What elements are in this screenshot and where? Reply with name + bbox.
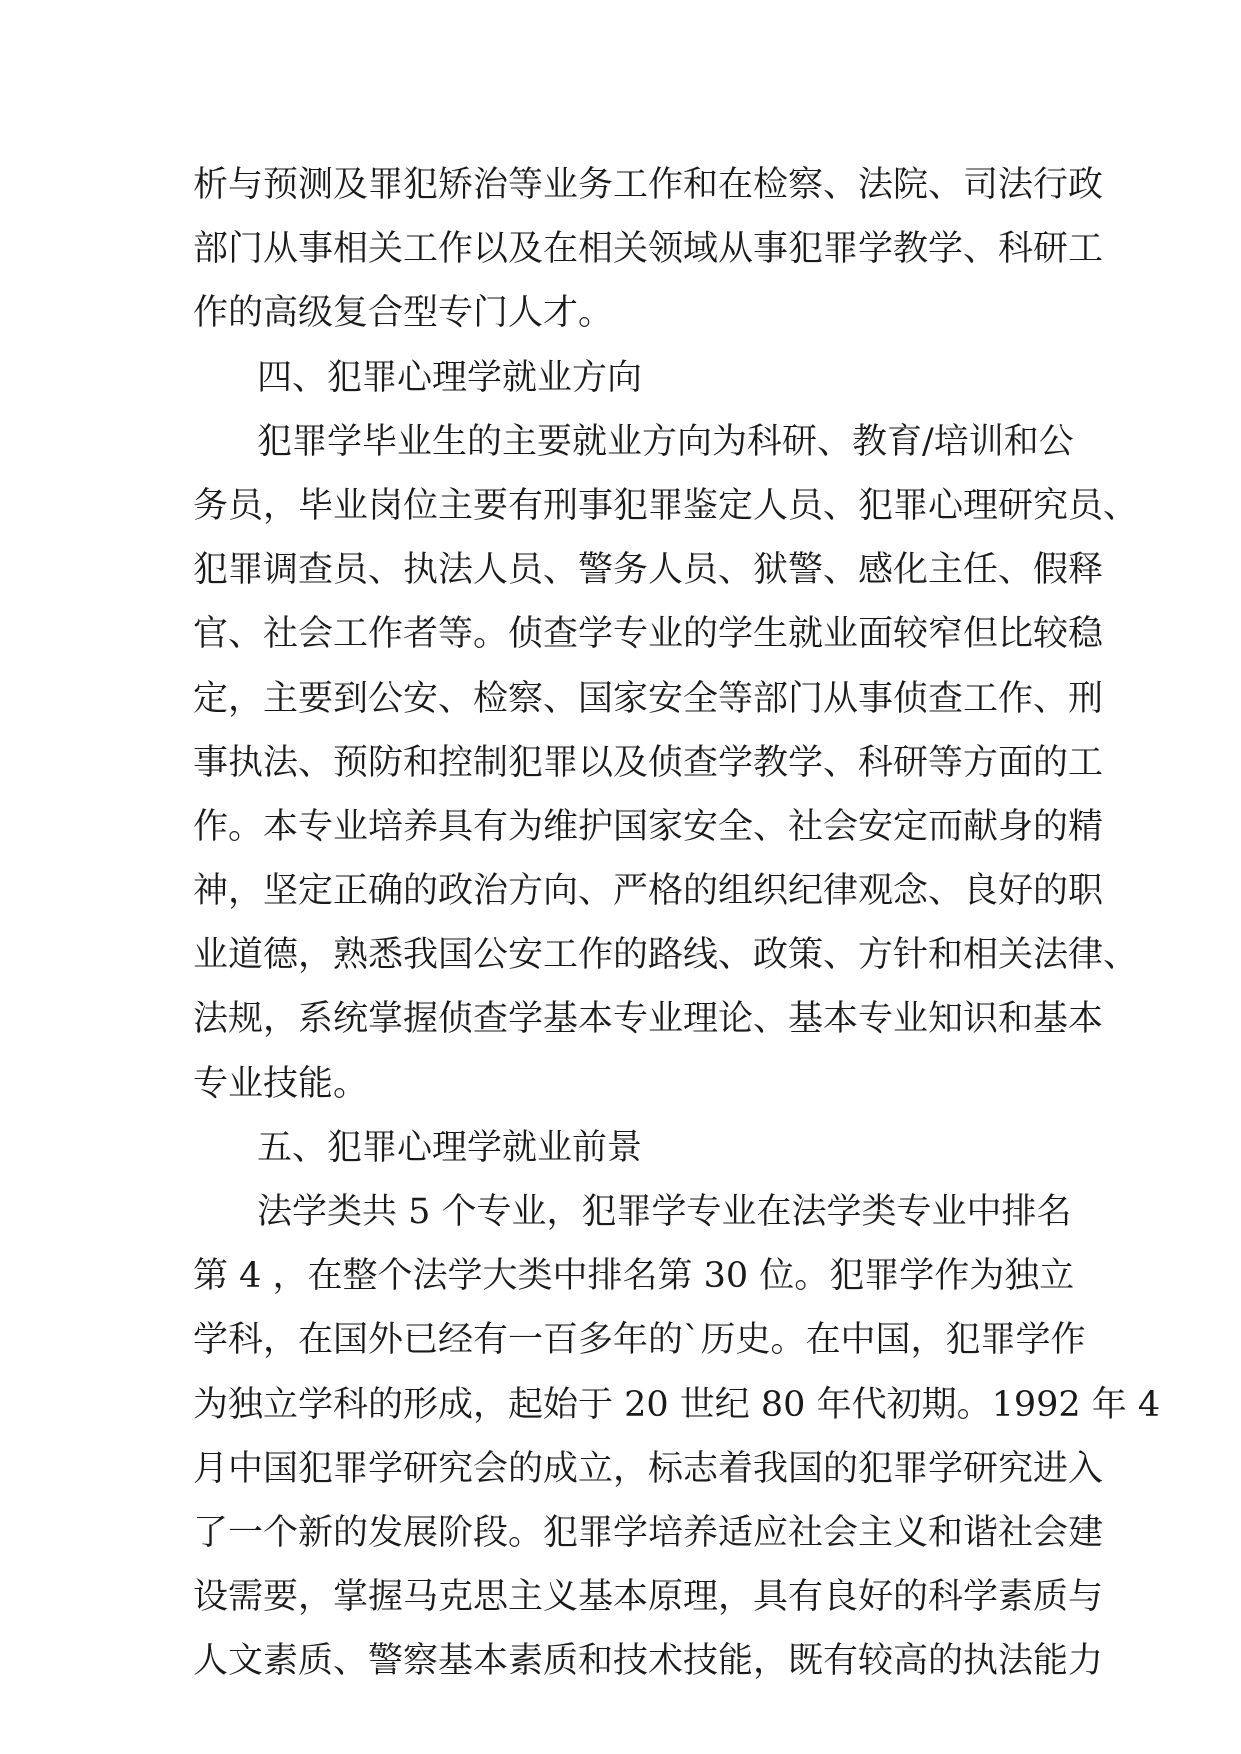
- text-line: 犯罪调查员、执法人员、警务人员、狱警、感化主任、假释: [193, 550, 1104, 591]
- text-line: 务员，毕业岗位主要有刑事犯罪鉴定人员、犯罪心理研究员、: [193, 485, 1139, 526]
- text-line: 部门从事相关工作以及在相关领域从事犯罪学教学、科研工: [193, 229, 1104, 270]
- text-line: 作的高级复合型专门人才。: [193, 293, 614, 334]
- text-line: 第 4 ，在整个法学大类中排名第 30 位。犯罪学作为独立: [193, 1256, 1075, 1297]
- text-line: 人文素质、警察基本素质和技术技能，既有较高的执法能力: [193, 1641, 1104, 1682]
- text-line: 了一个新的发展阶段。犯罪学培养适应社会主义和谐社会建: [193, 1512, 1104, 1553]
- text-line: 法学类共 5 个专业，犯罪学专业在法学类专业中排名: [257, 1192, 1072, 1232]
- text-line: 业道德，熟悉我国公安工作的路线、政策、方针和相关法律、: [193, 935, 1139, 976]
- section-heading-5: 五、犯罪心理学就业前景: [257, 1127, 643, 1168]
- text-line: 专业技能。: [193, 1063, 369, 1104]
- text-line: 作。本专业培养具有为维护国家安全、社会安定而献身的精: [193, 806, 1104, 847]
- text-line: 神，坚定正确的政治方向、严格的组织纪律观念、良好的职: [193, 871, 1104, 912]
- text-line: 法规，系统掌握侦查学基本专业理论、基本专业知识和基本: [193, 999, 1104, 1040]
- text-line: 析与预测及罪犯矫治等业务工作和在检察、法院、司法行政: [193, 165, 1104, 205]
- document-body: [193, 153, 1161, 1694]
- section-heading-4: 四、犯罪心理学就业方向: [257, 357, 643, 398]
- text-line: 官、社会工作者等。侦查学专业的学生就业面较窄但比较稳: [193, 614, 1104, 655]
- text-line: 月中国犯罪学研究会的成立，标志着我国的犯罪学研究进入: [193, 1448, 1104, 1489]
- text-line: 事执法、预防和控制犯罪以及侦查学教学、科研等方面的工: [193, 742, 1104, 783]
- text-line: 为独立学科的形成，起始于 20 世纪 80 年代初期。1992 年 4: [193, 1384, 1161, 1425]
- text-line: 设需要，掌握马克思主义基本原理，具有良好的科学素质与: [193, 1577, 1104, 1618]
- text-line: 学科，在国外已经有一百多年的`历史。在中国，犯罪学作: [193, 1320, 1086, 1361]
- text-line: 犯罪学毕业生的主要就业方向为科研、教育/培训和公: [257, 421, 1074, 462]
- text-line: 定，主要到公安、检察、国家安全等部门从事侦查工作、刑: [193, 678, 1104, 719]
